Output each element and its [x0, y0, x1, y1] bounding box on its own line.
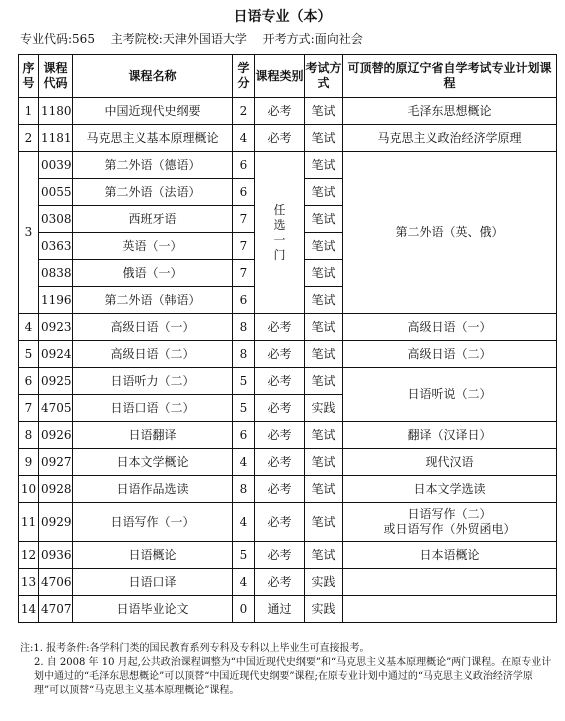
cell-code: 0055: [39, 179, 73, 206]
cell-name: 日语概论: [73, 542, 233, 569]
cell-category: 必考: [255, 503, 305, 542]
cell-replace: 日本语概论: [343, 542, 557, 569]
cell-replace: 高级日语（一）: [343, 314, 557, 341]
cell-seq: 4: [19, 314, 39, 341]
replace-line-2: 或日语写作（外贸函电）: [383, 522, 516, 536]
cell-code: 0308: [39, 206, 73, 233]
cell-replace: [343, 596, 557, 623]
cell-name: 中国近现代史纲要: [73, 98, 233, 125]
cell-name: 日语口译: [73, 569, 233, 596]
cell-replace: 日语听说（二）: [343, 368, 557, 422]
subtitle-line: [20, 30, 375, 47]
cell-credits: 2: [233, 98, 255, 125]
cell-name: 日语口语（二）: [73, 395, 233, 422]
cell-seq: 10: [19, 476, 39, 503]
cell-category: 通过: [255, 596, 305, 623]
cell-category: 必考: [255, 569, 305, 596]
cell-replace: 日本文学选读: [343, 476, 557, 503]
cell-name: 西班牙语: [73, 206, 233, 233]
cell-code: 4706: [39, 569, 73, 596]
header-category: 课程类别: [255, 55, 305, 98]
cell-category: 必考: [255, 98, 305, 125]
table-row: [19, 422, 557, 449]
cell-name: 第二外语（法语）: [73, 179, 233, 206]
cell-replace: 第二外语（英、俄）: [343, 152, 557, 314]
cell-credits: 4: [233, 449, 255, 476]
cell-code: 0925: [39, 368, 73, 395]
table-header-row: [19, 55, 557, 98]
replace-line-1: 日语写作（二）: [407, 507, 492, 521]
cell-credits: 6: [233, 422, 255, 449]
table-row: [19, 596, 557, 623]
exam-school: 主考院校:天津外国语大学: [110, 32, 247, 46]
table-row: [19, 542, 557, 569]
cell-credits: 4: [233, 503, 255, 542]
cell-exam: 笔试: [305, 287, 343, 314]
cell-exam: 笔试: [305, 503, 343, 542]
cell-seq: 6: [19, 368, 39, 395]
cell-code: 0924: [39, 341, 73, 368]
table-row: [19, 314, 557, 341]
elective-label: 任 选 一 门: [273, 202, 286, 262]
cell-name: 高级日语（二）: [73, 341, 233, 368]
cell-seq: 12: [19, 542, 39, 569]
cell-replace: 现代汉语: [343, 449, 557, 476]
cell-replace: [343, 569, 557, 596]
cell-credits: 5: [233, 368, 255, 395]
cell-exam: 笔试: [305, 422, 343, 449]
cell-replace: 马克思主义政治经济学原理: [343, 125, 557, 152]
cell-name: 日本文学概论: [73, 449, 233, 476]
table-row: [19, 569, 557, 596]
cell-code: 0363: [39, 233, 73, 260]
cell-credits: 7: [233, 206, 255, 233]
cell-code: 0928: [39, 476, 73, 503]
cell-exam: 笔试: [305, 125, 343, 152]
cell-credits: 8: [233, 314, 255, 341]
cell-credits: 5: [233, 542, 255, 569]
cell-replace: 高级日语（二）: [343, 341, 557, 368]
cell-code: 0039: [39, 152, 73, 179]
cell-code: 1196: [39, 287, 73, 314]
cell-seq: 2: [19, 125, 39, 152]
cell-code: 4705: [39, 395, 73, 422]
cell-exam: 笔试: [305, 341, 343, 368]
cell-replace: [343, 503, 557, 542]
cell-exam: 笔试: [305, 314, 343, 341]
cell-exam: 笔试: [305, 179, 343, 206]
cell-code: 1181: [39, 125, 73, 152]
cell-exam: 笔试: [305, 233, 343, 260]
cell-category: 必考: [255, 341, 305, 368]
cell-category: 必考: [255, 422, 305, 449]
cell-seq: 3: [19, 152, 39, 314]
cell-credits: 4: [233, 125, 255, 152]
cell-exam: 笔试: [305, 449, 343, 476]
table-row: [19, 368, 557, 395]
cell-seq: 13: [19, 569, 39, 596]
cell-credits: 0: [233, 596, 255, 623]
cell-credits: 7: [233, 233, 255, 260]
cell-exam: 笔试: [305, 206, 343, 233]
exam-mode: 开考方式:面向社会: [262, 32, 363, 46]
cell-category: 必考: [255, 368, 305, 395]
cell-name: 日语翻译: [73, 422, 233, 449]
table-row: [19, 98, 557, 125]
cell-credits: 6: [233, 179, 255, 206]
cell-name: 第二外语（韩语）: [73, 287, 233, 314]
cell-credits: 8: [233, 341, 255, 368]
cell-exam: 笔试: [305, 260, 343, 287]
cell-category: 必考: [255, 125, 305, 152]
header-seq: 序号: [19, 55, 39, 98]
cell-credits: 6: [233, 152, 255, 179]
header-credits: 学分: [233, 55, 255, 98]
cell-replace: 翻译（汉译日）: [343, 422, 557, 449]
cell-category: 必考: [255, 314, 305, 341]
cell-seq: 9: [19, 449, 39, 476]
cell-category: 必考: [255, 476, 305, 503]
cell-exam: 笔试: [305, 368, 343, 395]
major-code: 专业代码:565: [20, 32, 95, 46]
cell-credits: 7: [233, 260, 255, 287]
cell-name: 英语（一）: [73, 233, 233, 260]
cell-category-elective: [255, 152, 305, 314]
cell-exam: 笔试: [305, 476, 343, 503]
cell-code: 0929: [39, 503, 73, 542]
cell-name: 日语毕业论文: [73, 596, 233, 623]
cell-code: 0923: [39, 314, 73, 341]
cell-name: 日语听力（二）: [73, 368, 233, 395]
cell-credits: 6: [233, 287, 255, 314]
note-2: 2. 自 2008 年 10 月起,公共政治课程调整为“中国近现代史纲要”和“马克思主义基本原理概论”两门课程。在原专业计划中通过的“毛泽东思想概论”可以顶替“中国近现代史纲要”课程;在原专业计划中通过的“马克思主义政治经济学原理”可以顶替“马克思主义基本原理概论”课程。: [34, 657, 552, 696]
cell-code: 0926: [39, 422, 73, 449]
cell-credits: 8: [233, 476, 255, 503]
table-row: [19, 503, 557, 542]
cell-code: 0927: [39, 449, 73, 476]
cell-name: 第二外语（德语）: [73, 152, 233, 179]
cell-category: 必考: [255, 395, 305, 422]
cell-name: 俄语（一）: [73, 260, 233, 287]
header-replace: 可顶替的原辽宁省自学考试专业计划课程: [343, 55, 557, 98]
cell-category: 必考: [255, 542, 305, 569]
page-title: 日语专业（本）: [233, 9, 332, 25]
course-table: [18, 54, 557, 623]
cell-name: 马克思主义基本原理概论: [73, 125, 233, 152]
cell-exam: 笔试: [305, 152, 343, 179]
cell-seq: 7: [19, 395, 39, 422]
cell-seq: 14: [19, 596, 39, 623]
cell-exam: 实践: [305, 395, 343, 422]
cell-code: 1180: [39, 98, 73, 125]
cell-exam: 笔试: [305, 98, 343, 125]
footnotes: [20, 642, 556, 698]
table-row: [19, 449, 557, 476]
cell-exam: 实践: [305, 569, 343, 596]
cell-credits: 5: [233, 395, 255, 422]
cell-exam: 笔试: [305, 542, 343, 569]
header-course-name: 课程名称: [73, 55, 233, 98]
table-row: [19, 476, 557, 503]
note-1: 注:1. 报考条件:各学科门类的国民教育系列专科及专科以上毕业生可直接报考。: [20, 643, 370, 654]
cell-code: 0838: [39, 260, 73, 287]
table-row: [19, 341, 557, 368]
header-exam: 考试方式: [305, 55, 343, 98]
cell-exam: 实践: [305, 596, 343, 623]
cell-name: 日语写作（一）: [73, 503, 233, 542]
cell-name: 日语作品选读: [73, 476, 233, 503]
cell-seq: 8: [19, 422, 39, 449]
header-course-code: 课程代码: [39, 55, 73, 98]
cell-seq: 5: [19, 341, 39, 368]
cell-seq: 11: [19, 503, 39, 542]
cell-replace: 毛泽东思想概论: [343, 98, 557, 125]
table-row: [19, 152, 557, 179]
cell-name: 高级日语（一）: [73, 314, 233, 341]
table-row: [19, 125, 557, 152]
cell-code: 4707: [39, 596, 73, 623]
cell-code: 0936: [39, 542, 73, 569]
cell-category: 必考: [255, 449, 305, 476]
cell-seq: 1: [19, 98, 39, 125]
cell-credits: 4: [233, 569, 255, 596]
